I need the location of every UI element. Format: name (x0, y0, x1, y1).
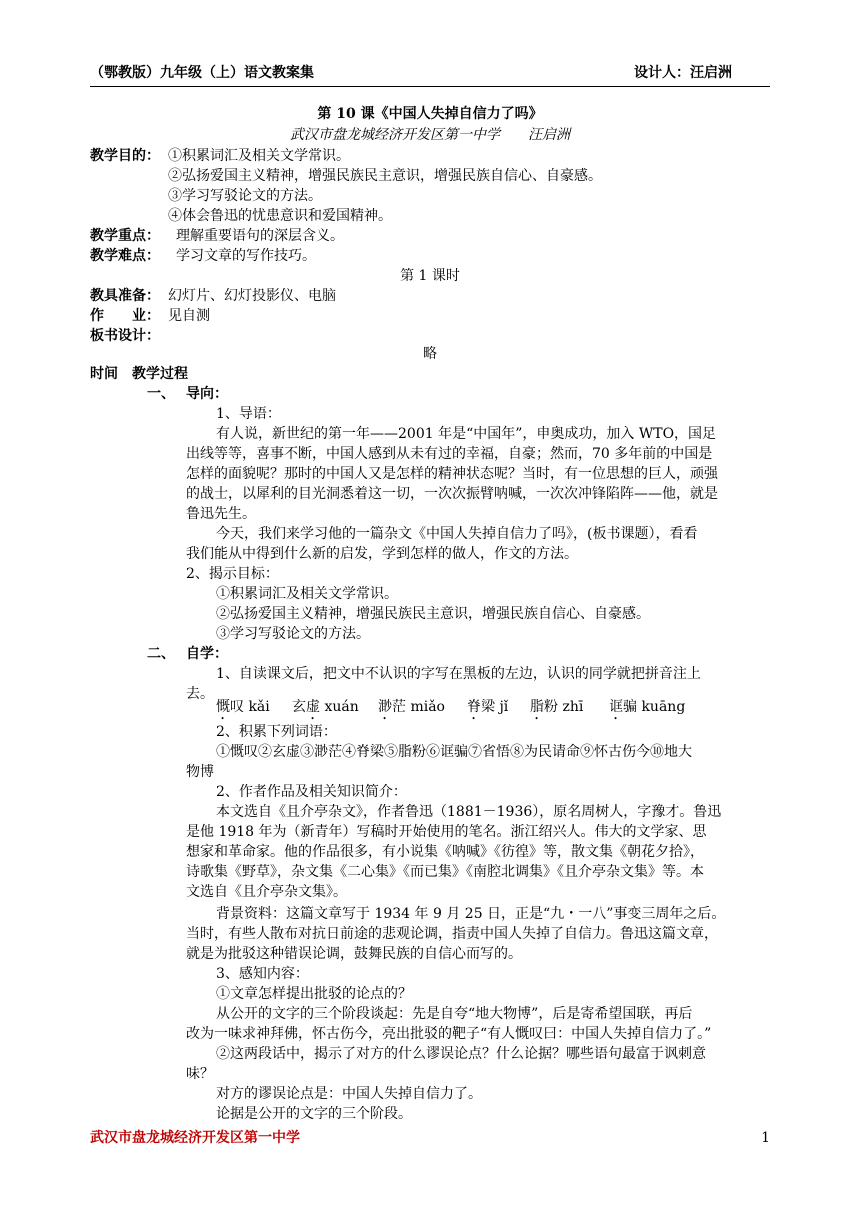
body-line: 论据是公开的文字的三个阶段。 (216, 1106, 412, 1122)
body-line: 诗歌集《野草》，杂文集《二心集》《而已集》《南腔北调集》《且介亭杂文集》等。本 (186, 864, 704, 880)
goal-item: ①积累词汇及相关文学常识。 (216, 586, 398, 602)
period-label: 第 1 课时 (400, 268, 460, 284)
section1-title: 导向： (186, 386, 228, 402)
difficulty-text: 学习文章的写作技巧。 (176, 248, 316, 264)
question-line: ②这两段话中，揭示了对方的什么谬误论点？什么论据？哪些语句最富于讽刺意 (216, 1046, 706, 1062)
goal-item: ③学习写驳论文的方法。 (216, 626, 370, 642)
focus-label: 教学重点： (90, 228, 160, 244)
goal-item: ②弘扬爱国主义精神，增强民族民主意识，增强民族自信心、自豪感。 (216, 606, 650, 622)
pinyin-item: 诓骗 kuāng (609, 699, 686, 715)
question-line: ①文章怎样提出批驳的论点的？ (216, 986, 412, 1002)
body-line: 物博 (186, 764, 214, 780)
objective-item: ③学习写驳论文的方法。 (168, 188, 322, 204)
body-line: 有人说，新世纪的第一年——2001 年是“中国年”，申奥成功，加入 WTO，国足 (216, 426, 717, 442)
body-line: 当时，有些人散布对抗日前途的悲观论调，指责中国人失掉了自信力。鲁迅这篇文章， (186, 926, 718, 942)
section2-title: 自学： (186, 646, 228, 662)
focus-text: 理解重要语句的深层含义。 (176, 228, 344, 244)
body-line: 背景资料：这篇文章写于 1934 年 9 月 25 日，正是“九・一八”事变三周年之后。 (216, 906, 726, 922)
body-line: 文选自《且介亭杂文集》。 (186, 884, 347, 900)
question-line: 味？ (186, 1066, 214, 1082)
body-line: 鲁迅先生。 (186, 506, 256, 522)
body-line: 今天，我们来学习他的一篇杂文《中国人失掉自信力了吗》，(板书课题），看看 (216, 526, 698, 542)
body-line: 我们能从中得到什么新的启发，学到怎样的做人，作文的方法。 (186, 546, 578, 562)
objective-item: ④体会鲁迅的忧患意识和爱国精神。 (168, 208, 392, 224)
section1-number: 一、 (147, 386, 175, 402)
footer-school: 武汉市盘龙城经济开发区第一中学 (90, 1130, 300, 1146)
pinyin-item: 脊梁 jǐ (467, 699, 509, 715)
body-line: 怎样的面貌呢？那时的中国人又是怎样的精神状态呢？当时，有一位思想的巨人，顽强 (186, 466, 718, 482)
homework-text: 见自测 (168, 308, 210, 324)
body-line: 本文选自《且介亭杂文》，作者鲁迅（1881－1936），原名周树人，字豫才。鲁迅 (216, 804, 722, 820)
body-line: 的战士，以犀利的目光洞悉着这一切，一次次振臂呐喊，一次次冲锋陷阵——他，就是 (186, 486, 718, 502)
body-line: 改为一味求神拜佛，怀古伤今，亮出批驳的靶子“有人慨叹曰：中国人失掉自信力了。” (186, 1026, 712, 1042)
objective-item: ②弘扬爱国主义精神，增强民族民主意识，增强民族自信心、自豪感。 (168, 168, 602, 184)
difficulty-label: 教学难点： (90, 248, 160, 264)
body-line: 出线等等，喜事不断，中国人感到从未有过的幸福，自豪；然而，70 多年前的中国是 (186, 446, 713, 462)
vocab-label: 2、积累下列词语： (216, 724, 337, 740)
lesson-title: 第 10 课《中国人失掉自信力了吗》 (317, 106, 543, 122)
board-text: 略 (423, 346, 437, 362)
page-number: 1 (761, 1130, 770, 1146)
body-line: ①慨叹②玄虚③渺茫④脊梁⑤脂粉⑥诓骗⑦省悟⑧为民请命⑨怀古伤今⑩地大 (216, 744, 692, 760)
body-line: 1、自读课文后，把文中不认识的字写在黑板的左边，认识的同学就把拼音注上 (216, 666, 701, 682)
goals-label: 2、揭示目标： (186, 566, 279, 582)
tools-text: 幻灯片、幻灯投影仪、电脑 (168, 288, 336, 304)
body-line: 去。 (186, 686, 214, 702)
objective-item: ①积累词汇及相关文学常识。 (168, 148, 350, 164)
body-line: 对方的谬误论点是：中国人失掉自信力了。 (216, 1086, 482, 1102)
header-divider (90, 86, 770, 87)
process-header: 时间 教学过程 (90, 366, 188, 382)
tools-label: 教具准备： (90, 288, 160, 304)
perceive-label: 3、感知内容： (216, 966, 309, 982)
lesson-subtitle: 武汉市盘龙城经济开发区第一中学 汪启洲 (290, 127, 570, 143)
body-line: 是他 1918 年为（新青年）写稿时开始使用的笔名。浙江绍兴人。伟大的文学家、思 (186, 824, 707, 840)
pinyin-item: 玄虚 xuán (292, 699, 359, 715)
board-label: 板书设计： (90, 328, 160, 344)
pinyin-item: 慨叹 kǎi (216, 699, 270, 715)
objectives-label: 教学目的： (90, 148, 160, 164)
header-right: 设计人：汪启洲 (634, 65, 732, 81)
body-line: 从公开的文字的三个阶段谈起：先是自夸“地大物博”，后是寄希望国联，再后 (216, 1006, 693, 1022)
pinyin-item: 渺茫 miǎo (378, 699, 445, 715)
homework-label: 作 业： (90, 308, 160, 324)
author-label: 2、作者作品及相关知识简介： (216, 784, 407, 800)
header-left: （鄂教版）九年级（上）语文教案集 (90, 65, 314, 81)
pinyin-item: 脂粉 zhī (530, 699, 584, 715)
body-line: 就是为批驳这种错误论调，鼓舞民族的自信心而写的。 (186, 946, 522, 962)
body-line: 想家和革命家。他的作品很多，有小说集《呐喊》《彷徨》等，散文集《朝花夕拾》， (186, 844, 704, 860)
section2-number: 二、 (147, 646, 175, 662)
intro-label: 1、导语： (216, 406, 281, 422)
